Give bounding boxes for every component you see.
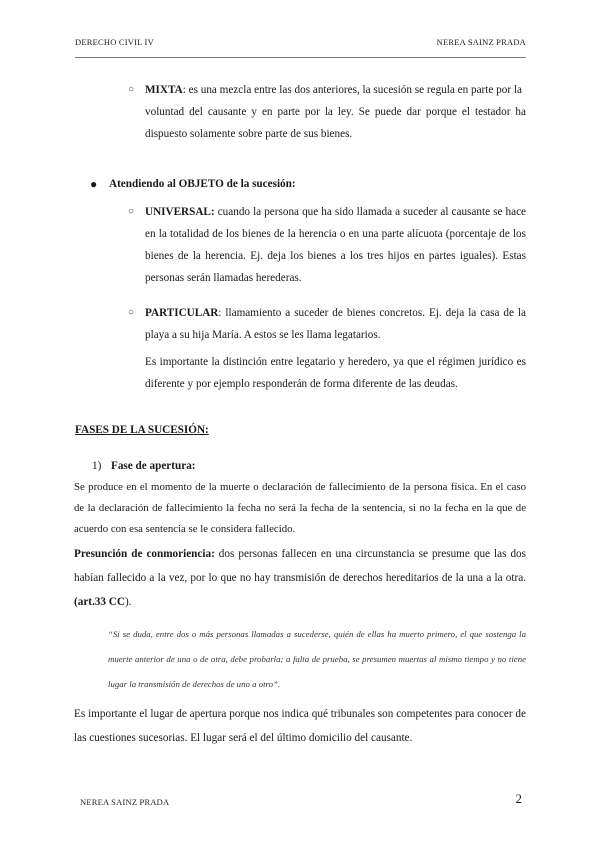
page-header (75, 37, 526, 51)
particular-term: PARTICULAR (145, 307, 219, 319)
mixta-term: MIXTA (145, 84, 183, 96)
header-author: NEREA SAINZ PRADA (436, 37, 526, 47)
mixta-paragraph: MIXTA: es una mezcla entre las dos anteriores, la sucesión se regula en parte por la voluntad del causante y en parte por la ley. Se puede dar porque el testador ha dispuesto solamente sobre parte de sus bienes. (145, 84, 526, 140)
header-divider (75, 57, 526, 58)
header-course: DERECHO CIVIL IV (75, 37, 154, 47)
universal-paragraph: UNIVERSAL: cuando la persona que ha sido llamada a suceder al causante se hace en la totalidad de los bienes de la herencia o en una parte alícuota (porcentaje de los bienes de la herencia. Ej. deja los bienes a los tres hijos en partes iguales). Estas personas serán llamadas herederas. (145, 206, 526, 284)
page-number: 2 (515, 791, 522, 806)
circle-bullet-icon: ○ (128, 84, 135, 95)
phase-title: Fase de apertura: (111, 460, 196, 472)
conmoriencia-term: Presunción de conmoriencia: (74, 548, 215, 560)
dot-bullet-icon: ● (90, 177, 98, 191)
circle-bullet-icon: ○ (128, 307, 135, 318)
circle-bullet-icon: ○ (128, 206, 135, 217)
conmoriencia-paragraph: Presunción de conmoriencia: dos personas fallecen en una circunstancia se presume que las dos habían fallecido a la vez, por lo que no hay transmisión de derechos hereditarios de la una a la otra. (art.33 CC). (74, 548, 526, 608)
objeto-heading: Atendiendo al OBJETO de la sucesión: (109, 178, 296, 190)
lugar-paragraph: Es importante el lugar de apertura porque nos indica qué tribunales son competentes para conocer de las cuestiones sucesorias. El lugar será el del último domicilio del causante. (74, 708, 526, 744)
particular-note: Es importante la distinción entre legatario y heredero, ya que el régimen jurídico es diferente y por ejemplo responderán de forma diferente de las deudas. (145, 356, 526, 390)
apertura-paragraph: Se produce en el momento de la muerte o declaración de fallecimiento de la persona física. En el caso de la declaración de fallecimiento la fecha no será la fecha de la sentencia, si no la fecha en la que de acuerdo con esa sentencia se le considera fallecido. (74, 481, 526, 535)
phase-number: 1) (92, 460, 102, 472)
article-reference: (art.33 CC (74, 596, 125, 608)
universal-term: UNIVERSAL: (145, 206, 215, 218)
footer-author: NEREA SAINZ PRADA (80, 797, 170, 807)
section-title: FASES DE LA SUCESIÓN: (75, 424, 209, 436)
article-quote: “Si se duda, entre dos o más personas llamadas a sucederse, quién de ellas ha muerto primero, el que sostenga la muerte anterior de una o de otra, debe probarla; a falta de prueba, se presumen muertas al mismo tiempo y no tiene lugar la transmisión de derechos de uno a otro”. (108, 629, 526, 689)
particular-paragraph: PARTICULAR: llamamiento a suceder de bienes concretos. Ej. deja la casa de la playa a su hija María. A estos se les llama legatarios. (145, 307, 526, 341)
phase-heading (92, 455, 196, 477)
